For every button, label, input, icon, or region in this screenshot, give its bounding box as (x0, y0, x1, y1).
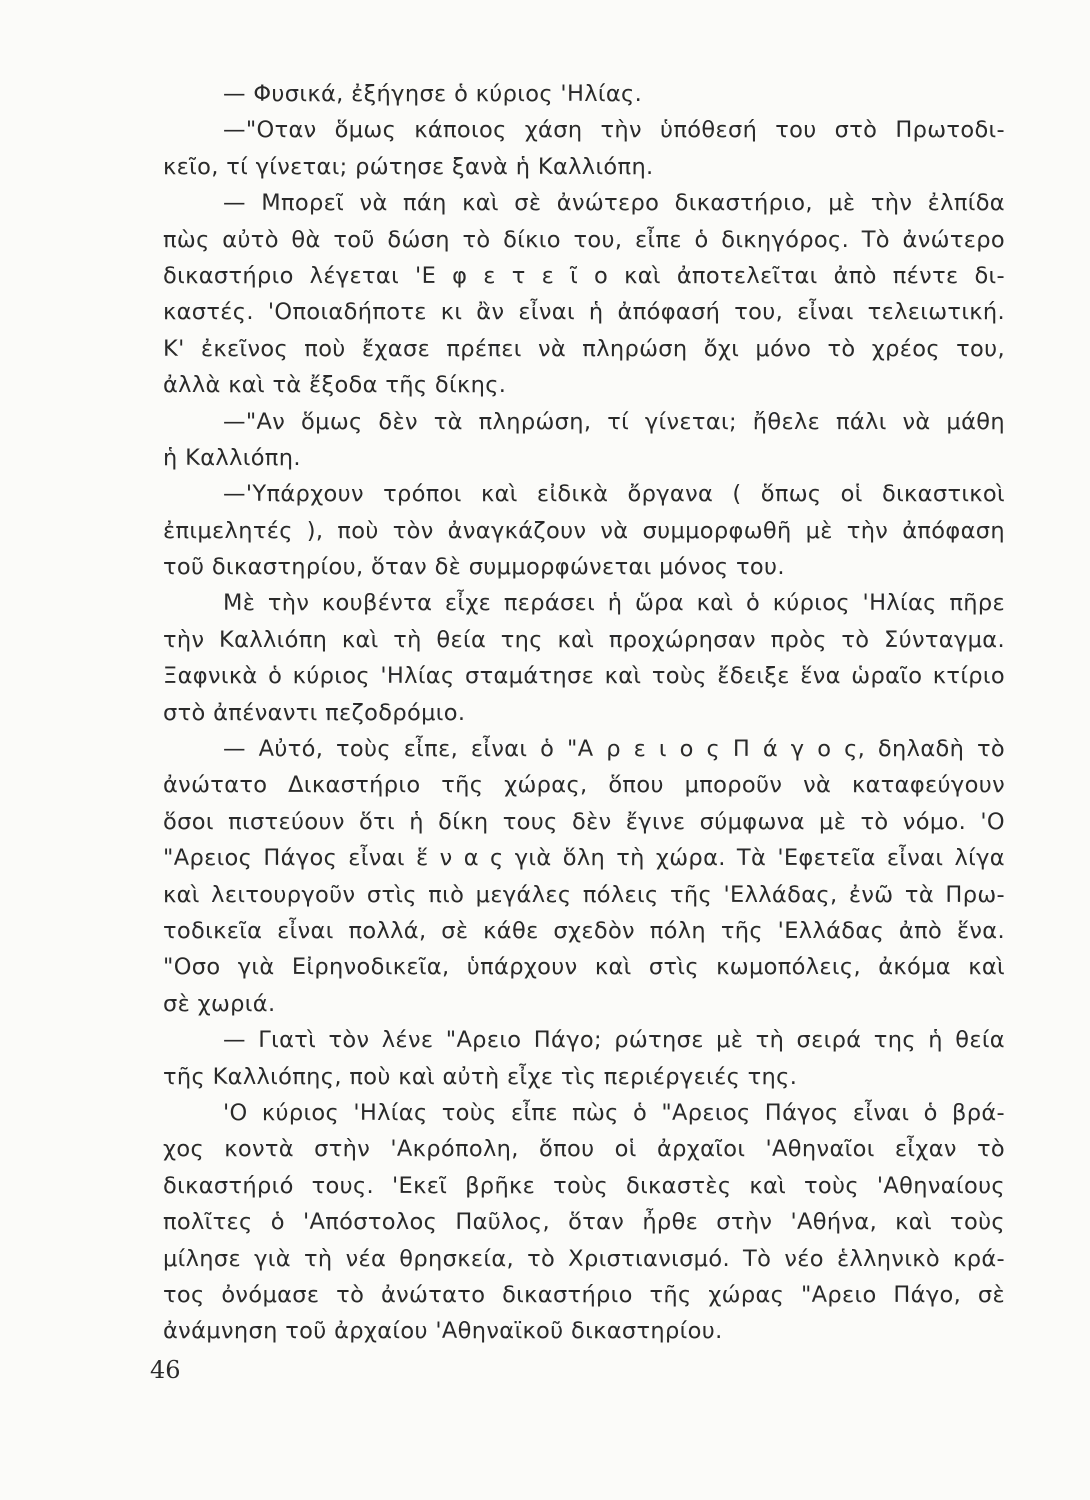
text-line: —"Αν ὅμως δὲν τὰ πληρώση, τί γίνεται; ἤθελε πάλι νὰ μάθη (223, 408, 1005, 435)
text-line: καὶ λειτουργοῦν στὶς πιὸ μεγάλες πόλεις τῆς 'Ελλάδας, ἐνῶ τὰ Πρω- (163, 881, 1005, 908)
text-line: δικαστήριό τους. 'Εκεῖ βρῆκε τοὺς δικαστὲς καὶ τοὺς 'Αθηναίους (163, 1172, 1005, 1199)
text-line: ἀλλὰ καὶ τὰ ἔξοδα τῆς δίκης. (163, 372, 507, 399)
text-line: —'Υπάρχουν τρόποι καὶ εἰδικὰ ὄργανα ( ὅπως οἱ δικαστικοὶ (223, 481, 1005, 508)
text-line: στὸ ἀπέναντι πεζοδρόμιο. (163, 699, 466, 726)
text-line: ἀνώτατο Δικαστήριο τῆς χώρας, ὅπου μποροῦν νὰ καταφεύγουν (163, 772, 1005, 799)
page-number: 46 (150, 1356, 181, 1384)
text-line: χος κοντὰ στὴν 'Ακρόπολη, ὅπου οἱ ἀρχαῖοι 'Αθηναῖοι εἶχαν τὸ (163, 1136, 1005, 1163)
text-line: Ξαφνικὰ ὁ κύριος 'Ηλίας σταμάτησε καὶ τοὺς ἔδειξε ἕνα ὡραῖο κτίριο (163, 663, 1005, 690)
text-line: — Μπορεῖ νὰ πάη καὶ σὲ ἀνώτερο δικαστήριο, μὲ τὴν ἐλπίδα (223, 190, 1005, 217)
text-line: καστές. 'Οποιαδήποτε κι ἂν εἶναι ἡ ἀπόφασή του, εἶναι τελειωτική. (163, 299, 1005, 326)
text-line: "Οσο γιὰ Εἰρηνοδικεῖα, ὑπάρχουν καὶ στὶς κωμοπόλεις, ἀκόμα καὶ (163, 954, 1005, 981)
text-line: σὲ χωριά. (163, 990, 276, 1017)
text-line: κεῖο, τί γίνεται; ρώτησε ξανὰ ἡ Καλλιόπη. (163, 153, 654, 180)
text-line: ἀνάμνηση τοῦ ἀρχαίου 'Αθηναϊκοῦ δικαστηρίου. (163, 1318, 723, 1345)
text-line: ἐπιμελητές ), ποὺ τὸν ἀναγκάζουν νὰ συμμορφωθῆ μὲ τὴν ἀπόφαση (163, 517, 1005, 544)
text-line: τῆς Καλλιόπης, ποὺ καὶ αὐτὴ εἶχε τὶς περιέργειές της. (163, 1063, 798, 1090)
text-line: ὅσοι πιστεύουν ὅτι ἡ δίκη τους δὲν ἔγινε σύμφωνα μὲ τὸ νόμο. 'Ο (163, 808, 1005, 835)
text-line: —"Οταν ὅμως κάποιος χάση τὴν ὑπόθεσή του στὸ Πρωτοδι- (223, 117, 1005, 144)
text-line: Κ' ἐκεῖνος ποὺ ἔχασε πρέπει νὰ πληρώση ὄχι μόνο τὸ χρέος του, (163, 335, 1005, 362)
text-line: — Αὐτό, τοὺς εἶπε, εἶναι ὁ "Α ρ ε ι ο ς Π ά γ ο ς, δηλαδὴ τὸ (223, 736, 1005, 763)
text-line: δικαστήριο λέγεται 'Ε φ ε τ ε ῖ ο καὶ ἀποτελεῖται ἀπὸ πέντε δι- (163, 262, 1005, 289)
text-line: τος ὀνόμασε τὸ ἀνώτατο δικαστήριο τῆς χώρας "Αρειο Πάγο, σὲ (163, 1281, 1005, 1308)
text-line: 'Ο κύριος 'Ηλίας τοὺς εἶπε πὼς ὁ "Αρειος Πάγος εἶναι ὁ βρά- (223, 1099, 1005, 1126)
text-line: μίλησε γιὰ τὴ νέα θρησκεία, τὸ Χριστιανισμό. Τὸ νέο ἑλληνικὸ κρά- (163, 1245, 1005, 1272)
text-line: — Γιατὶ τὸν λένε "Αρειο Πάγο; ρώτησε μὲ τὴ σειρά της ἡ θεία (223, 1027, 1005, 1054)
text-line: — Φυσικά, ἐξήγησε ὁ κύριος 'Ηλίας. (223, 81, 643, 107)
text-line: τὴν Καλλιόπη καὶ τὴ θεία της καὶ προχώρησαν πρὸς τὸ Σύνταγμα. (163, 626, 1005, 653)
text-line: Μὲ τὴν κουβέντα εἶχε περάσει ἡ ὥρα καὶ ὁ κύριος 'Ηλίας πῆρε (223, 590, 1005, 617)
body-text (163, 76, 1005, 1350)
text-line: "Αρειος Πάγος εἶναι ἕ ν α ς γιὰ ὅλη τὴ χώρα. Τὰ 'Εφετεῖα εἶναι λίγα (163, 845, 1005, 872)
text-line: πολῖτες ὁ 'Απόστολος Παῦλος, ὅταν ἦρθε στὴν 'Αθήνα, καὶ τοὺς (163, 1209, 1005, 1236)
text-line: ἡ Καλλιόπη. (163, 444, 301, 471)
text-line: τοῦ δικαστηρίου, ὅταν δὲ συμμορφώνεται μόνος του. (163, 554, 785, 581)
text-line: τοδικεῖα εἶναι πολλά, σὲ κάθε σχεδὸν πόλη τῆς 'Ελλάδας ἀπὸ ἕνα. (163, 917, 1005, 944)
text-line: πὼς αὐτὸ θὰ τοῦ δώση τὸ δίκιο του, εἶπε ὁ δικηγόρος. Τὸ ἀνώτερο (163, 226, 1005, 253)
